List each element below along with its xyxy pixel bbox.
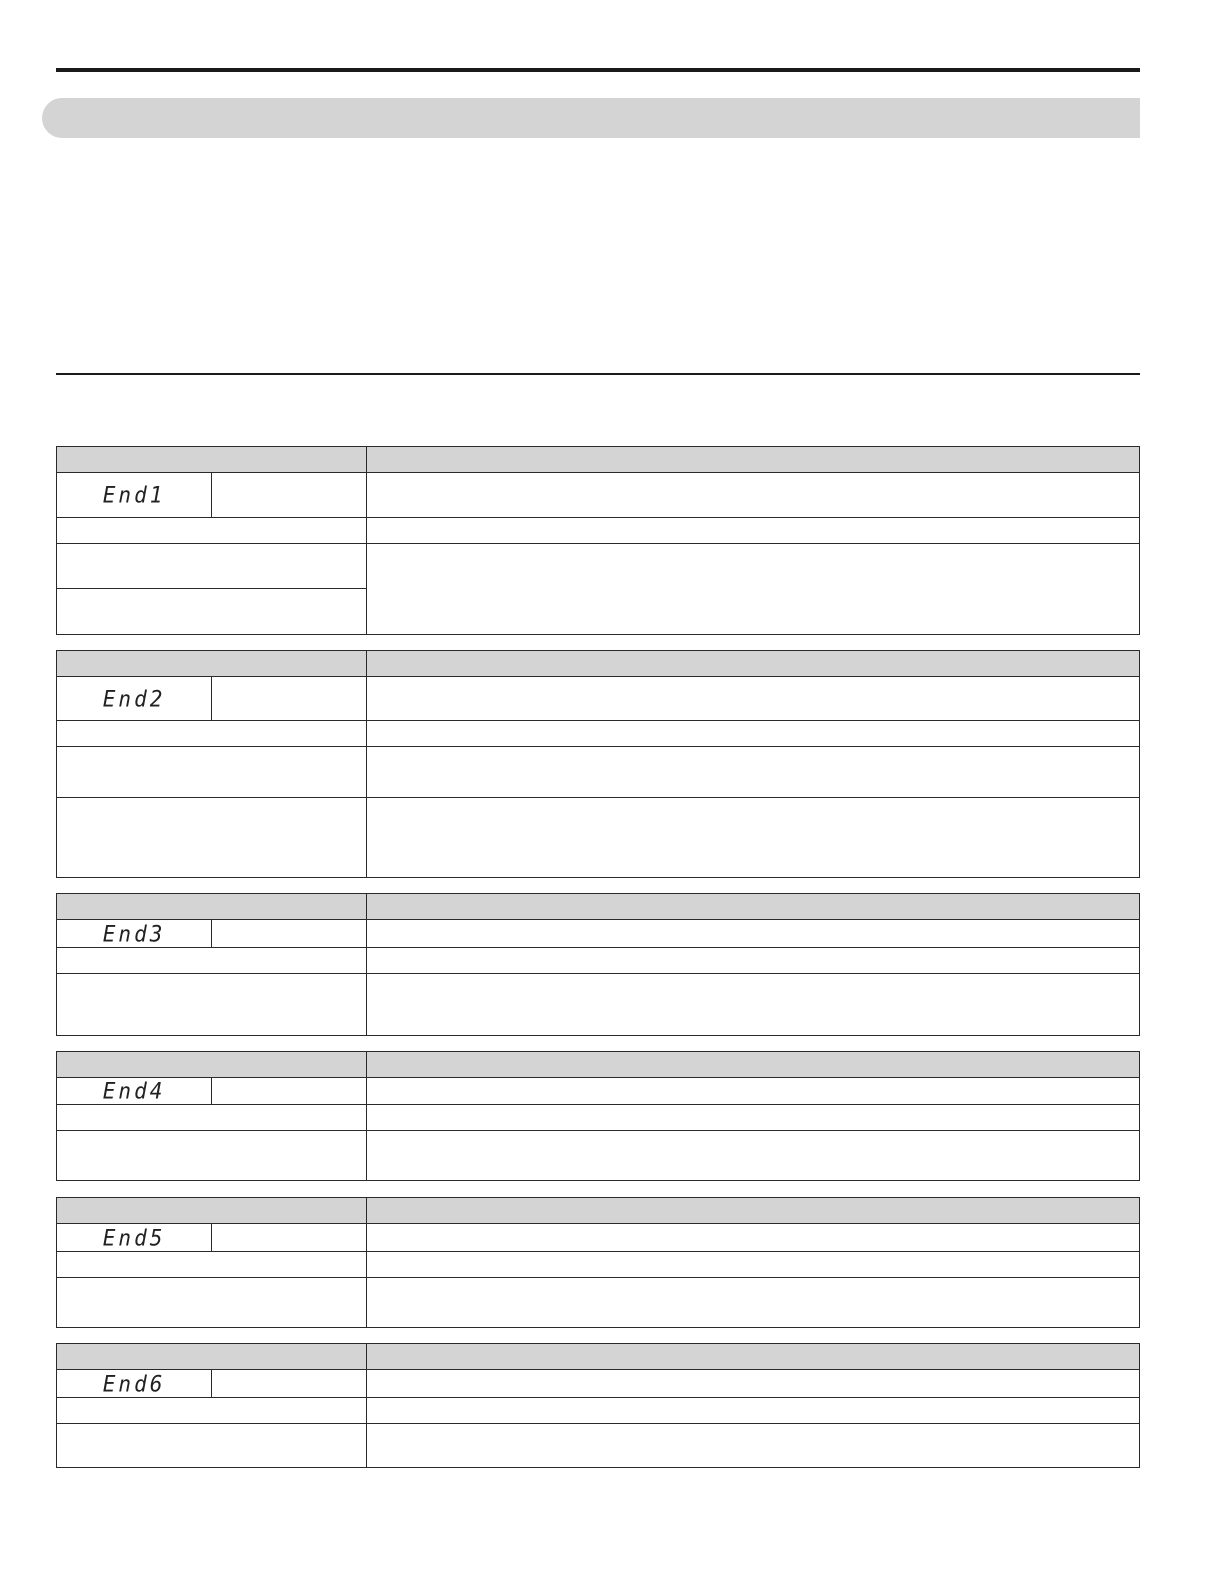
alarm-name-cell: [212, 920, 367, 948]
cause-header-cell: [57, 1252, 367, 1278]
cause-cell: [57, 974, 367, 1036]
table-header-row: [57, 1052, 1140, 1078]
alarm-table-end1: [56, 446, 1140, 635]
table-row: [57, 948, 1140, 974]
table-row: [57, 920, 1140, 948]
table-row: [57, 747, 1140, 798]
cause-cell: [57, 1424, 367, 1468]
table-row: [57, 1252, 1140, 1278]
table-row: [57, 1078, 1140, 1105]
table-row: [57, 974, 1140, 1036]
alarm-name-cell: [212, 1078, 367, 1105]
table-row: [57, 1424, 1140, 1468]
display-code: End4: [102, 1078, 166, 1104]
remedy-cell: [367, 1278, 1140, 1328]
alarm-name-cell: [212, 1224, 367, 1252]
cause-cell: [57, 589, 367, 635]
header-display-cell: [57, 894, 367, 920]
header-name-cell: [367, 447, 1140, 473]
table-row: [57, 721, 1140, 747]
alarm-name-cell: [212, 677, 367, 721]
cause-cell: [57, 1131, 367, 1181]
remedy-header-cell: [367, 1252, 1140, 1278]
header-name-cell: [367, 651, 1140, 677]
alarm-description-cell: [367, 677, 1140, 721]
header-name-cell: [367, 1052, 1140, 1078]
display-code-cell: [57, 473, 212, 518]
table-row: [57, 1278, 1140, 1328]
remedy-header-cell: [367, 1398, 1140, 1424]
header-display-cell: [57, 1198, 367, 1224]
remedy-cell: [367, 747, 1140, 798]
display-code: End1: [102, 482, 166, 508]
remedy-cell: [367, 798, 1140, 878]
alarm-description-cell: [367, 1370, 1140, 1398]
alarm-description-cell: [367, 1224, 1140, 1252]
cause-header-cell: [57, 1398, 367, 1424]
header-name-cell: [367, 894, 1140, 920]
table-header-row: [57, 651, 1140, 677]
remedy-cell: [367, 1131, 1140, 1181]
cause-header-cell: [57, 1105, 367, 1131]
display-code-cell: [57, 1224, 212, 1252]
table-row: [57, 798, 1140, 878]
top-rule: [56, 68, 1140, 72]
table-row: [57, 518, 1140, 544]
cause-header-cell: [57, 948, 367, 974]
cause-cell: [57, 544, 367, 589]
display-code: End2: [102, 685, 166, 712]
table-row: [57, 1370, 1140, 1398]
table-header-row: [57, 894, 1140, 920]
display-code: End3: [102, 920, 166, 947]
table-row: [57, 1131, 1140, 1181]
header-display-cell: [57, 651, 367, 677]
header-name-cell: [367, 1198, 1140, 1224]
header-display-cell: [57, 1052, 367, 1078]
remedy-cell: [367, 1424, 1140, 1468]
display-code: End6: [102, 1370, 166, 1397]
alarm-table-end5: [56, 1197, 1140, 1328]
section-banner: [42, 98, 1140, 138]
header-display-cell: [57, 447, 367, 473]
table-row: [57, 1224, 1140, 1252]
header-name-cell: [367, 1344, 1140, 1370]
display-code: End5: [102, 1224, 166, 1251]
section-divider: [56, 373, 1140, 375]
alarm-description-cell: [367, 473, 1140, 518]
table-row: [57, 473, 1140, 518]
table-row: [57, 1105, 1140, 1131]
alarm-table-end3: [56, 893, 1140, 1036]
remedy-cell: [367, 544, 1140, 635]
alarm-description-cell: [367, 920, 1140, 948]
alarm-name-cell: [212, 1370, 367, 1398]
table-row: [57, 677, 1140, 721]
remedy-header-cell: [367, 721, 1140, 747]
cause-cell: [57, 1278, 367, 1328]
cause-header-cell: [57, 518, 367, 544]
display-code-cell: [57, 1370, 212, 1398]
cause-cell: [57, 747, 367, 798]
remedy-header-cell: [367, 518, 1140, 544]
remedy-header-cell: [367, 1105, 1140, 1131]
table-header-row: [57, 1344, 1140, 1370]
remedy-header-cell: [367, 948, 1140, 974]
alarm-table-end2: [56, 650, 1140, 878]
table-row: [57, 544, 1140, 589]
alarm-table-end6: [56, 1343, 1140, 1468]
cause-header-cell: [57, 721, 367, 747]
table-row: [57, 1398, 1140, 1424]
remedy-cell: [367, 974, 1140, 1036]
alarm-table-end4: [56, 1051, 1140, 1181]
display-code-cell: [57, 920, 212, 948]
alarm-description-cell: [367, 1078, 1140, 1105]
table-header-row: [57, 447, 1140, 473]
alarm-name-cell: [212, 473, 367, 518]
cause-cell: [57, 798, 367, 878]
display-code-cell: [57, 1078, 212, 1105]
table-header-row: [57, 1198, 1140, 1224]
display-code-cell: [57, 677, 212, 721]
header-display-cell: [57, 1344, 367, 1370]
